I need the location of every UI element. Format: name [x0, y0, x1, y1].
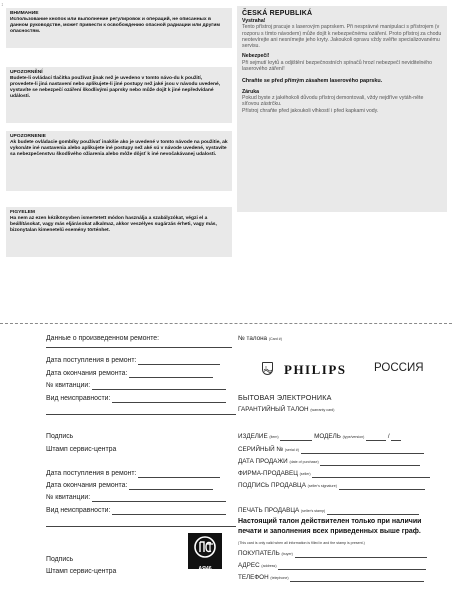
- seller-signature-field[interactable]: ПОДПИСЬ ПРОДАВЦА (seller's signature): [238, 482, 425, 490]
- warning-body: Ha nem az ezen kézikönyvben ismertetett módon használja a szabályzókat, végzi el a beállításokat, vagy más eljárásokat alkalmaz, akkor veszélyes sugárzás érheti, vagy más, bizonytalan kimenetelű esemény történhet.: [10, 216, 217, 234]
- division-title: БЫТОВАЯ ЭЛЕКТРОНИКА: [238, 393, 332, 402]
- stamp-label-2: Штамп сервис-центра: [46, 568, 117, 575]
- phone-field[interactable]: ТЕЛЕФОН (telephone): [238, 574, 424, 582]
- czech-paragraph: Tento přístroj pracuje s laserovým paprskem. Při nesprávné manipulaci s přístrojem (v rozporu s tímto návodem) může dojít k nebezpečnému ozáření. Proto přístroj za chodu neotevírejte ani nesnímejte jeho kryty. Jakoukoli opravu vždy svěřte specializovanému servisu.: [242, 24, 442, 50]
- philips-shield-icon: [262, 362, 273, 375]
- warning-hungarian: [6, 207, 232, 257]
- fault-type-field-2[interactable]: Вид неисправности:: [46, 507, 226, 515]
- serial-number-field[interactable]: СЕРИЙНЫЙ № (serial #): [238, 446, 424, 454]
- warning-title: ВНИМАНИЕ: [10, 11, 39, 16]
- warning-title: FIGYELEM: [10, 210, 35, 215]
- warning-title: UPOZORNĚNÍ: [10, 70, 43, 75]
- validity-note-english: (This card is only valid when all information is filled in and the stamp is present.): [238, 541, 365, 545]
- warning-czech: [6, 67, 232, 123]
- czech-strong-note: Chraňte se před přímým zásahem laserového paprsku.: [242, 78, 383, 85]
- repair-data-label: Данные о произведенном ремонте:: [46, 335, 160, 342]
- czech-heading-danger: Nebezpečí!: [242, 53, 270, 60]
- sale-date-field[interactable]: ДАТА ПРОДАЖИ (date of purchase): [238, 458, 420, 466]
- certification-logo: [188, 533, 222, 572]
- fault-type-field[interactable]: Вид неисправности:: [46, 395, 226, 403]
- brand-logo: PHILIPS: [284, 362, 347, 377]
- date-received-field-2[interactable]: Дата поступления в ремонт:: [46, 470, 220, 478]
- warning-body: Использование кнопок или выполнение регулировок и операций, не описанных в данном руководстве, может привести к освобождению опасной радиации или другим опасностям.: [10, 17, 220, 35]
- stamp-label: Штамп сервис-центра: [46, 446, 117, 453]
- warning-russian: [6, 8, 232, 48]
- warranty-card-title: ГАРАНТИЙНЫЙ ТАЛОН (warranty card): [238, 406, 335, 413]
- czech-title: ČESKÁ REPUBLIKÁ: [242, 10, 313, 17]
- validity-note: Настоящий талон действителен только при наличии печати и заполнения всех приведенных выше граф.: [238, 518, 422, 535]
- receipt-number-field-2[interactable]: № квитанции:: [46, 494, 226, 502]
- czech-paragraph: Při sejmutí krytů a odjištění bezpečnostních spínačů hrozí nebezpečí neviditelného laserového záření!: [242, 59, 433, 73]
- address-field[interactable]: АДРЕС (address): [238, 562, 426, 570]
- country-label: РОССИЯ: [374, 362, 424, 374]
- date-received-field[interactable]: Дата поступления в ремонт:: [46, 357, 220, 365]
- czech-paragraph: Přístroj chraňte před jakoukoli vlhkostí i před kapkami vody.: [242, 107, 379, 114]
- repair-data-line: [46, 347, 232, 348]
- seller-stamp-field[interactable]: ПЕЧАТЬ ПРОДАВЦА (seller's stamp): [238, 507, 419, 515]
- buyer-field[interactable]: ПОКУПАТЕЛЬ (buyer): [238, 550, 427, 558]
- coupon-number[interactable]: № талона (Card #): [238, 335, 282, 342]
- warning-body: Budete-li ovládací tlačítka používat jinak než je uvedeno v tomto návo-du k použití, provedete-li jiná nastavení nebo aplikujete-li jiné postupy než jaké jsou v návodu uvedené, vystavíte se nebezpečí ozáření škodlivými paprsky nebo může dojít k jiné nepředvídané události.: [10, 76, 221, 100]
- warning-body: Ak budete ovládacie gombíky používať inakšie ako je uvedené v tomto návode na použitie, ak vykonáte iné nastavenia alebo aplikujete iné postupy než aké sú v návode uvedené, vystavíte sa nebezpečenstvu škodlivého ožiarenia alebo môže dôjsť k iné nevočakávanej udalosti.: [10, 140, 228, 158]
- fault-type-line-2: [46, 526, 236, 527]
- czech-notice: [237, 6, 447, 212]
- cut-line: [0, 323, 452, 324]
- czech-heading-warranty: Záruka: [242, 88, 260, 95]
- czech-paragraph: Pokud byste z jakéhokoli důvodu přístroj demontovali, vždy nejdříve vytáh-něte síťovou zástrčku.: [242, 94, 424, 108]
- warning-slovak: [6, 131, 232, 191]
- certification-code: AЯ46: [198, 566, 212, 572]
- signature-label: Подпись: [46, 433, 74, 440]
- warning-title: UPOZORNENIE: [10, 134, 46, 139]
- receipt-number-field[interactable]: № квитанции:: [46, 382, 226, 390]
- item-model-field[interactable]: ИЗДЕЛИЕ (item) МОДЕЛЬ (type/version) /: [238, 433, 401, 441]
- czech-heading-warning: Vystraha!: [242, 18, 266, 24]
- pct-icon: [188, 533, 222, 561]
- date-completed-field-2[interactable]: Дата окончания ремонта:: [46, 482, 213, 490]
- signature-label-2: Подпись: [46, 556, 74, 563]
- seller-field[interactable]: ФИРМА-ПРОДАВЕЦ (seller): [238, 470, 430, 478]
- date-completed-field[interactable]: Дата окончания ремонта:: [46, 370, 213, 378]
- fault-type-line: [46, 414, 236, 415]
- corner-mark: ↕: [1, 2, 4, 8]
